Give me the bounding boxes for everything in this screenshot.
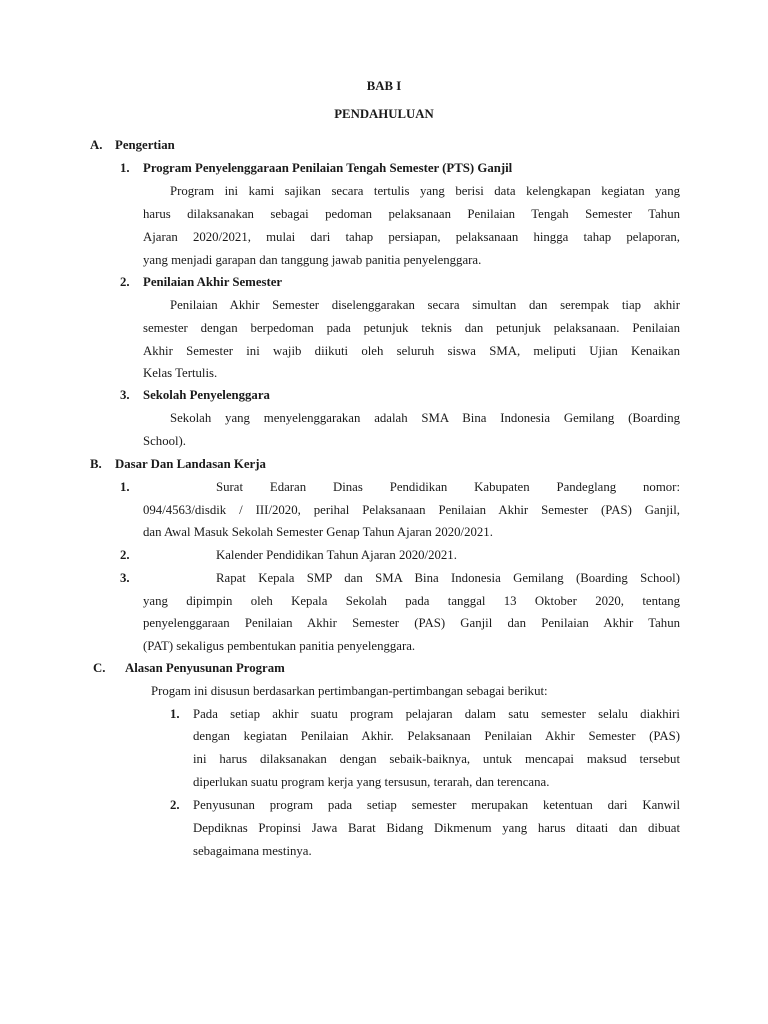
paragraph-line: Pada setiap akhir suatu program pelajaran dalam satu semester selalu diakhiri (193, 707, 680, 721)
paragraph-line: penyelenggaraan Penilaian Akhir Semester (PAS) Ganjil dan Penilaian Akhir Tahun (143, 616, 680, 630)
paragraph-line: (PAT) sekaligus pembentukan panitia penyelenggara. (143, 639, 416, 653)
section-letter: A. (90, 138, 103, 152)
paragraph-line: dan Awal Masuk Sekolah Semester Genap Tahun Ajaran 2020/2021. (143, 525, 493, 539)
item-number: 2. (120, 548, 130, 562)
paragraph-line: Penilaian Akhir Semester diselenggarakan secara simultan dan serempak tiap akhir (170, 298, 680, 312)
paragraph-line: Program ini kami sajikan secara tertulis yang berisi data kelengkapan kegiatan yang (170, 184, 680, 198)
item-heading: Program Penyelenggaraan Penilaian Tengah Semester (PTS) Ganjil (143, 161, 513, 175)
item-number: 1. (120, 480, 130, 494)
item-number: 2. (170, 798, 180, 812)
section-letter: C. (93, 661, 106, 675)
item-number: 3. (120, 388, 130, 402)
section-heading: Dasar Dan Landasan Kerja (115, 457, 266, 471)
paragraph-line: diperlukan suatu program kerja yang tersusun, terarah, dan terencana. (193, 775, 550, 789)
section-letter: B. (90, 457, 102, 471)
item-heading: Penilaian Akhir Semester (143, 275, 283, 289)
paragraph-line: Akhir Semester ini wajib diikuti oleh seluruh siswa SMA, meliputi Ujian Kenaikan (143, 344, 680, 358)
item-heading: Sekolah Penyelenggara (143, 388, 270, 402)
paragraph-line: School). (143, 434, 187, 448)
item-number: 1. (170, 707, 180, 721)
paragraph-line: yang dipimpin oleh Kepala Sekolah pada tanggal 13 Oktober 2020, tentang (143, 594, 680, 608)
paragraph-line: harus dilaksanakan sebagai pedoman pelaksanaan Penilaian Tengah Semester Tahun (143, 207, 680, 221)
paragraph-line: Kelas Tertulis. (143, 366, 218, 380)
paragraph-line: semester dengan berpedoman pada petunjuk teknis dan petunjuk pelaksanaan. Penilaian (143, 321, 680, 335)
paragraph-line: yang menjadi garapan dan tanggung jawab panitia penyelenggara. (143, 253, 482, 267)
paragraph-line: Depdiknas Propinsi Jawa Barat Bidang Dikmenum yang harus ditaati dan dibuat (193, 821, 680, 835)
paragraph-line: Penyusunan program pada setiap semester merupakan ketentuan dari Kanwil (193, 798, 680, 812)
section-intro: Progam ini disusun berdasarkan pertimbangan-pertimbangan sebagai berikut: (151, 684, 548, 698)
paragraph-line: Surat Edaran Dinas Pendidikan Kabupaten Pandeglang nomor: (216, 480, 680, 494)
item-number: 1. (120, 161, 130, 175)
chapter-label: BAB I (366, 79, 402, 93)
item-number: 2. (120, 275, 130, 289)
paragraph-line: Ajaran 2020/2021, mulai dari tahap persiapan, pelaksanaan hingga tahap pelaporan, (143, 230, 680, 244)
paragraph-line: 094/4563/disdik / III/2020, perihal Pelaksanaan Penilaian Akhir Semester (PAS) Ganjil, (143, 503, 680, 517)
paragraph-line: Sekolah yang menyelenggarakan adalah SMA Bina Indonesia Gemilang (Boarding (170, 411, 680, 425)
page-title: PENDAHULUAN (334, 107, 434, 121)
section-heading: Alasan Penyusunan Program (125, 661, 285, 675)
paragraph-line: Kalender Pendidikan Tahun Ajaran 2020/2021. (216, 548, 457, 562)
paragraph-line: Rapat Kepala SMP dan SMA Bina Indonesia Gemilang (Boarding School) (216, 571, 680, 585)
paragraph-line: dengan kegiatan Penilaian Akhir. Pelaksanaan Penilaian Akhir Semester (PAS) (193, 729, 680, 743)
item-number: 3. (120, 571, 130, 585)
paragraph-line: ini harus dilaksanakan dengan sebaik-baiknya, untuk mencapai maksud tersebut (193, 752, 680, 766)
paragraph-line: sebagaimana mestinya. (193, 844, 312, 858)
section-heading: Pengertian (115, 138, 175, 152)
